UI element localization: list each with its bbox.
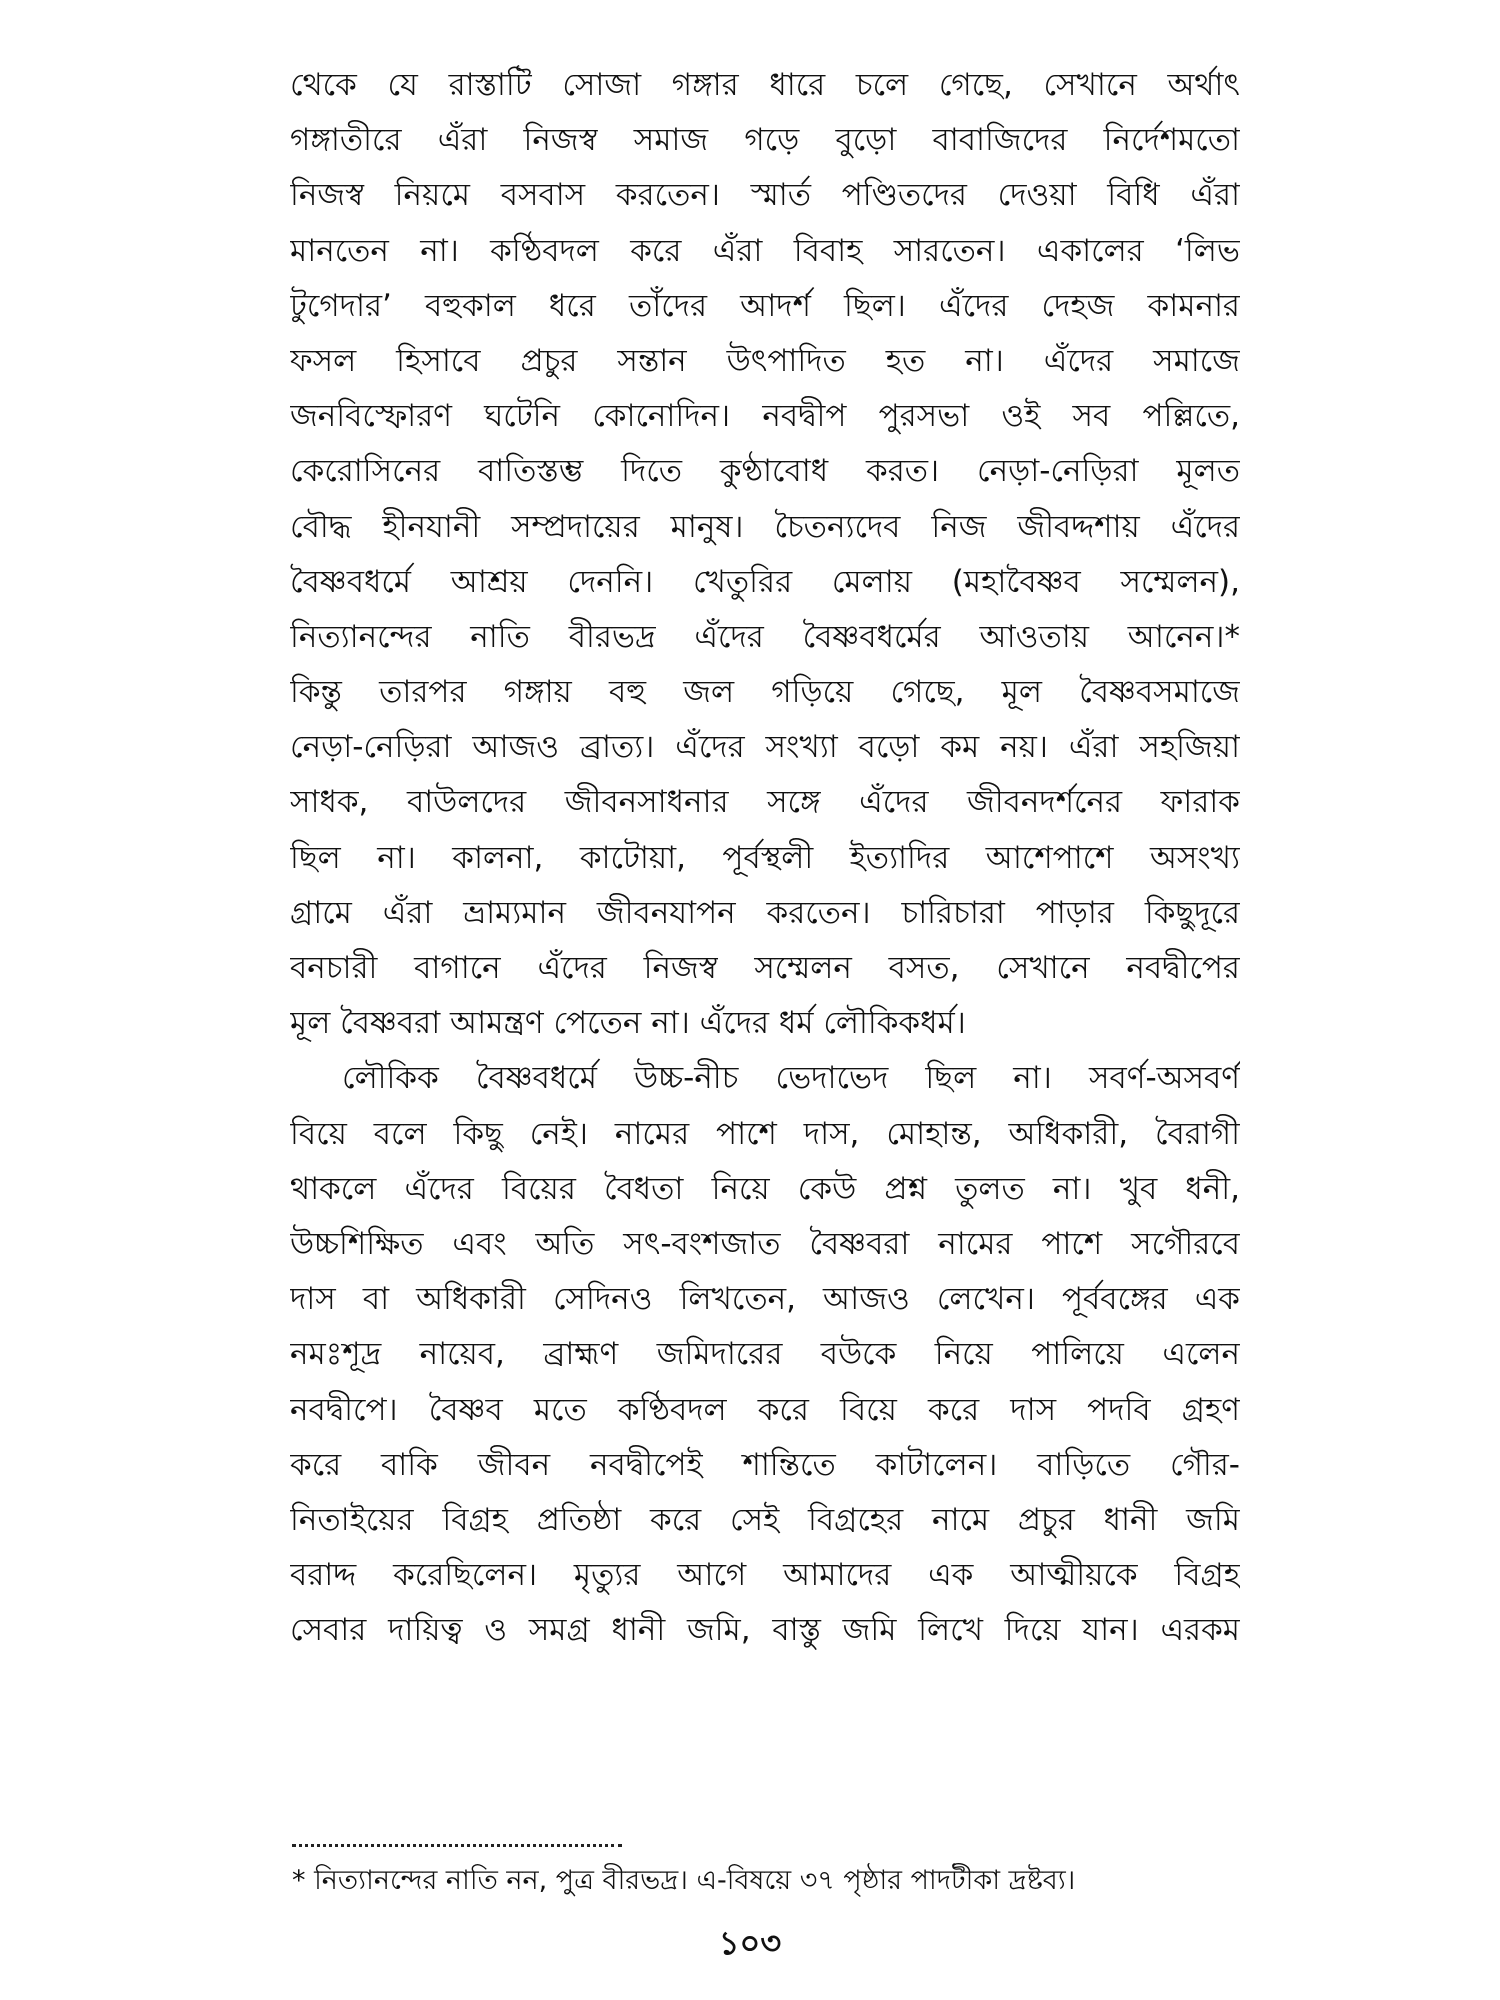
text-line: গ্রামে এঁরা ভ্রাম্যমান জীবনযাপন করতেন। চারিচারা পাড়ার কিছুদূরে — [290, 894, 1240, 931]
text-line: জনবিস্ফোরণ ঘটেনি কোনোদিন। নবদ্বীপ পুরসভা ওই সব পল্লিতে, — [290, 398, 1240, 435]
paragraph-end-line: মূল বৈষ্ণবরা আমন্ত্রণ পেতেন না। এঁদের ধর্ম লৌকিকধর্ম। — [290, 1005, 966, 1042]
text-line: বৈষ্ণবধর্মে আশ্রয় দেননি। খেতুরির মেলায় (মহাবৈষ্ণব সম্মেলন), — [290, 563, 1240, 600]
text-line: কিন্তু তারপর গঙ্গায় বহু জল গড়িয়ে গেছে, মূল বৈষ্ণবসমাজে — [290, 674, 1240, 711]
text-line: থাকলে এঁদের বিয়ের বৈধতা নিয়ে কেউ প্রশ্ন তুলত না। খুব ধনী, — [290, 1170, 1240, 1207]
page-number: ১০৩ — [718, 1924, 782, 1962]
text-line: নেড়া-নেড়িরা আজও ব্রাত্য। এঁদের সংখ্যা বড়ো কম নয়। এঁরা সহজিয়া — [290, 729, 1240, 766]
text-line: মানতেন না। কণ্ঠিবদল করে এঁরা বিবাহ সারতেন। একালের ‘লিভ — [290, 232, 1240, 269]
text-line: করে বাকি জীবন নবদ্বীপেই শান্তিতে কাটালেন। বাড়িতে গৌর- — [290, 1446, 1240, 1483]
text-line: নমঃশূদ্র নায়েব, ব্রাহ্মণ জমিদারের বউকে নিয়ে পালিয়ে এলেন — [290, 1336, 1240, 1373]
text-line: নিতাইয়ের বিগ্রহ প্রতিষ্ঠা করে সেই বিগ্রহের নামে প্রচুর ধানী জমি — [290, 1501, 1240, 1538]
text-line: নিজস্ব নিয়মে বসবাস করতেন। স্মার্ত পণ্ডিতদের দেওয়া বিধি এঁরা — [290, 177, 1240, 214]
body-text — [290, 58, 1240, 1658]
text-line: সেবার দায়িত্ব ও সমগ্র ধানী জমি, বাস্তু জমি লিখে দিয়ে যান। এরকম — [290, 1612, 1240, 1649]
text-line: থেকে যে রাস্তাটি সোজা গঙ্গার ধারে চলে গেছে, সেখানে অর্থাৎ — [290, 67, 1240, 103]
text-line: ছিল না। কালনা, কাটোয়া, পূর্বস্থলী ইত্যাদির আশেপাশে অসংখ্য — [290, 839, 1240, 876]
footnote: * নিত্যানন্দের নাতি নন, পুত্র বীরভদ্র। এ-বিষয়ে ৩৭ পৃষ্ঠার পাদটীকা দ্রষ্টব্য। — [292, 1865, 1076, 1896]
text-line: উচ্চশিক্ষিত এবং অতি সৎ-বংশজাত বৈষ্ণবরা নামের পাশে সগৌরবে — [290, 1225, 1240, 1262]
text-line: বরাদ্দ করেছিলেন। মৃত্যুর আগে আমাদের এক আত্মীয়কে বিগ্রহ — [290, 1557, 1240, 1594]
text-line: কেরোসিনের বাতিস্তম্ভ দিতে কুণ্ঠাবোধ করত। নেড়া-নেড়িরা মূলত — [290, 453, 1240, 490]
text-line: বৌদ্ধ হীনযানী সম্প্রদায়ের মানুষ। চৈতন্যদেব নিজ জীবদ্দশায় এঁদের — [290, 508, 1240, 545]
text-line: দাস বা অধিকারী সেদিনও লিখতেন, আজও লেখেন। পূর্ববঙ্গের এক — [290, 1281, 1240, 1318]
paragraph-start-line: লৌকিক বৈষ্ণবধর্মে উচ্চ-নীচ ভেদাভেদ ছিল না। সবর্ণ-অসবর্ণ — [342, 1060, 1240, 1097]
text-line: বনচারী বাগানে এঁদের নিজস্ব সম্মেলন বসত, সেখানে নবদ্বীপের — [290, 950, 1240, 986]
text-line: গঙ্গাতীরে এঁরা নিজস্ব সমাজ গড়ে বুড়ো বাবাজিদের নির্দেশমতো — [290, 122, 1240, 159]
footnote-divider — [292, 1844, 622, 1847]
text-line: সাধক, বাউলদের জীবনসাধনার সঙ্গে এঁদের জীবনদর্শনের ফারাক — [290, 784, 1240, 821]
text-line: বিয়ে বলে কিছু নেই। নামের পাশে দাস, মোহান্ত, অধিকারী, বৈরাগী — [290, 1115, 1240, 1152]
text-line: টুগেদার’ বহুকাল ধরে তাঁদের আদর্শ ছিল। এঁদের দেহজ কামনার — [290, 287, 1240, 324]
text-line: ফসল হিসাবে প্রচুর সন্তান উৎপাদিত হত না। এঁদের সমাজে — [290, 342, 1240, 379]
text-line: নিত্যানন্দের নাতি বীরভদ্র এঁদের বৈষ্ণবধর্মের আওতায় আনেন।* — [290, 618, 1240, 655]
text-line: নবদ্বীপে। বৈষ্ণব মতে কণ্ঠিবদল করে বিয়ে করে দাস পদবি গ্রহণ — [290, 1391, 1240, 1428]
